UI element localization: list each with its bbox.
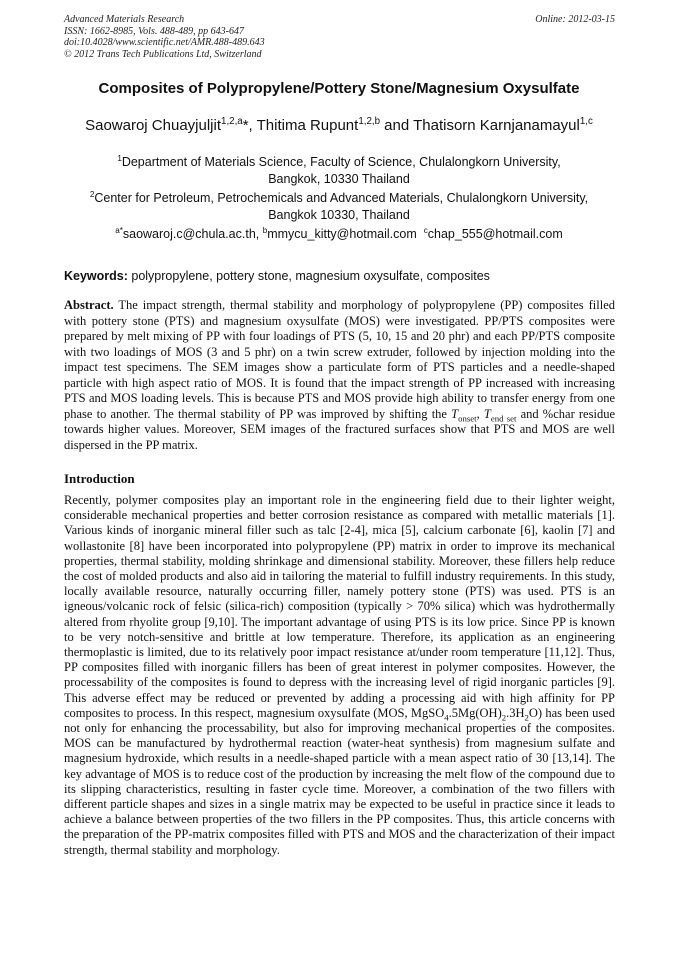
subscript-end-set: end set — [490, 413, 517, 423]
journal-issn: ISSN: 1662-8985, Vols. 488-489, pp 643-647 — [64, 25, 244, 37]
affiliation-line: Center for Petroleum, Petrochemicals and Advanced Materials, Chulalongkorn University, — [94, 191, 589, 205]
abstract-label: Abstract. — [64, 298, 114, 312]
paragraph-text: O) has been used not only for enhancing the processability, but also for improving mechanical properties of the composites. MOS can be manufactured by hydrothermal reaction (water-heat synthesis) from magnesium sulfate and magnesium hydroxide, which results in a needle-shaped particle with a mean aspect ratio of 30 [13,14]. The key advantage of MOS is to reduce cost of the production by increasing the melt flow of the compound due to its slipping characteristics, resulting in faster cycle time. Moreover, a combination of the two fillers with different particle shapes and sizes in a single matrix may be expected to be useful in practice since it leads to achieve a balance between properties of the two fillers in the PP composites. Thus, this article concerns with the preparation of the PP-matrix composites filled with PTS and MOS and the characterization of their impact strength, thermal stability and morphology. — [64, 705, 615, 857]
journal-name: Advanced Materials Research — [64, 14, 185, 25]
introduction-text — [64, 493, 615, 858]
author-affiliation-mark: 1,c — [579, 116, 593, 127]
symbol-t: T — [451, 406, 459, 421]
affiliation-line: Bangkok, 10330 Thailand — [268, 172, 410, 186]
keywords — [64, 269, 620, 283]
author-affiliation-mark: 1,2,b — [358, 116, 381, 127]
abstract-text: and %char residue towards higher values. Moreover, SEM images of the fractured surfaces show that PTS and MOS are well dispersed in the PP matrix. — [64, 406, 615, 452]
affiliation-1 — [60, 154, 618, 188]
keywords-text: polypropylene, pottery stone, magnesium oxysulfate, composites — [127, 269, 490, 283]
paragraph-text: Recently, polymer composites play an important role in the engineering field due to their lighter weight, considerable mechanical properties and better corrosion resistance as compared with metallic materials [1]. Various kinds of inorganic mineral filler such as talc [2-4], mica [5], calcium carbonate [6], kaolin [7] and wollastonite [8] have been incorporated into polypropylene (PP) matrix in order to improve its mechanical properties, thermal stability, molding shrinkage and dimensional stability. Moreover, these fillers help reduce the cost of molded products and also aid in tailoring the material to fulfill industry requirements. In this study, locally available resource, naturally occurring filler, namely pottery stone (PTS) was used. PTS is an igneous/volcanic rock of felsic (silica-rich) composition (typically > 70% silica) which was hydrothermally altered from rhyolite group [9,10]. The important advantage of using PTS is its low price. Since PP is known to be very notch-sensitive and brittle at low temperature. Therefore, its application as an engineering thermoplastic is limited, due to its relatively poor impact resistance at/under room temperature [11,12]. Thus, PP composites filled with inorganic fillers has been of great interest in polymer composites. However, the processability of the composites is found to depress with the increasing level of rigid inorganic particles [9]. This adverse effect may be reduced or prevented by adding a processing aid with high affinity for PP composites to process. In this respect, magnesium oxysulfate (MOS, MgSO — [64, 493, 615, 720]
author-name: Thatisorn Karnjanamayul — [413, 117, 580, 134]
subscript: 2 — [524, 712, 529, 723]
subscript: 2 — [501, 712, 507, 723]
email-mark: c — [423, 225, 428, 235]
affiliation-2 — [60, 190, 618, 224]
email-address[interactable]: saowaroj.c@chula.ac.th, — [122, 227, 263, 241]
affiliation-number: 2 — [89, 189, 95, 199]
corresponding-mark: *, — [242, 117, 257, 134]
author-list — [0, 117, 678, 134]
journal-copyright: © 2012 Trans Tech Publications Ltd, Switzerland — [64, 48, 262, 60]
author-conjunction: and — [380, 117, 414, 134]
author-name: Thitima Rupunt — [256, 117, 359, 134]
subscript-onset: onset — [458, 413, 477, 423]
abstract-separator: , — [476, 406, 484, 421]
symbol-t: T — [483, 406, 491, 421]
journal-doi: doi:10.4028/www.scientific.net/AMR.488-489.643 — [64, 37, 265, 48]
paper-title: Composites of Polypropylene/Pottery Stone/Magnesium Oxysulfate — [98, 80, 580, 97]
email-mark: a* — [115, 225, 123, 235]
abstract — [64, 298, 615, 453]
affiliation-line: Bangkok 10330, Thailand — [268, 208, 410, 222]
email-address[interactable]: mmycu_kitty@hotmail.com — [267, 227, 421, 241]
email-address[interactable]: chap_555@hotmail.com — [427, 227, 563, 241]
affiliation-number: 1 — [117, 153, 122, 163]
subscript: 4 — [444, 712, 449, 723]
abstract-text: The impact strength, thermal stability and morphology of polypropylene (PP) composites filled with pottery stone (PTS) and magnesium oxysulfate (MOS) were investigated. PP/PTS composites were prepared by melt mixing of PP with four loadings of PTS (5, 10, 15 and 20 phr) and each PP/PTS composite with two loadings of MOS (3 and 5 phr) on a twin screw extruder, followed by injection molding into the impact test specimens. The SEM images show a particulate form of PTS particles and a needle-shaped particle with high aspect ratio of MOS. It is found that the impact strength of PP increased with increasing PTS and MOS loading levels. This is because PTS and MOS provide high ability to transfer energy from one phase to another. The thermal stability of PP was improved by shifting the — [64, 298, 615, 421]
author-name: Saowaroj Chuayjuljit — [85, 117, 222, 134]
section-heading: Introduction — [64, 471, 135, 486]
paragraph-text: .5Mg(OH) — [448, 705, 502, 720]
online-date: Online: 2012-03-15 — [535, 14, 615, 25]
author-emails — [60, 226, 618, 243]
paragraph-text: .3H — [506, 705, 525, 720]
journal-header — [64, 14, 265, 60]
author-affiliation-mark: 1,2,a — [221, 116, 243, 127]
email-mark: b — [262, 225, 268, 235]
keywords-label: Keywords: — [64, 269, 128, 283]
affiliation-line: Department of Materials Science, Faculty of Science, Chulalongkorn University, — [121, 155, 561, 169]
